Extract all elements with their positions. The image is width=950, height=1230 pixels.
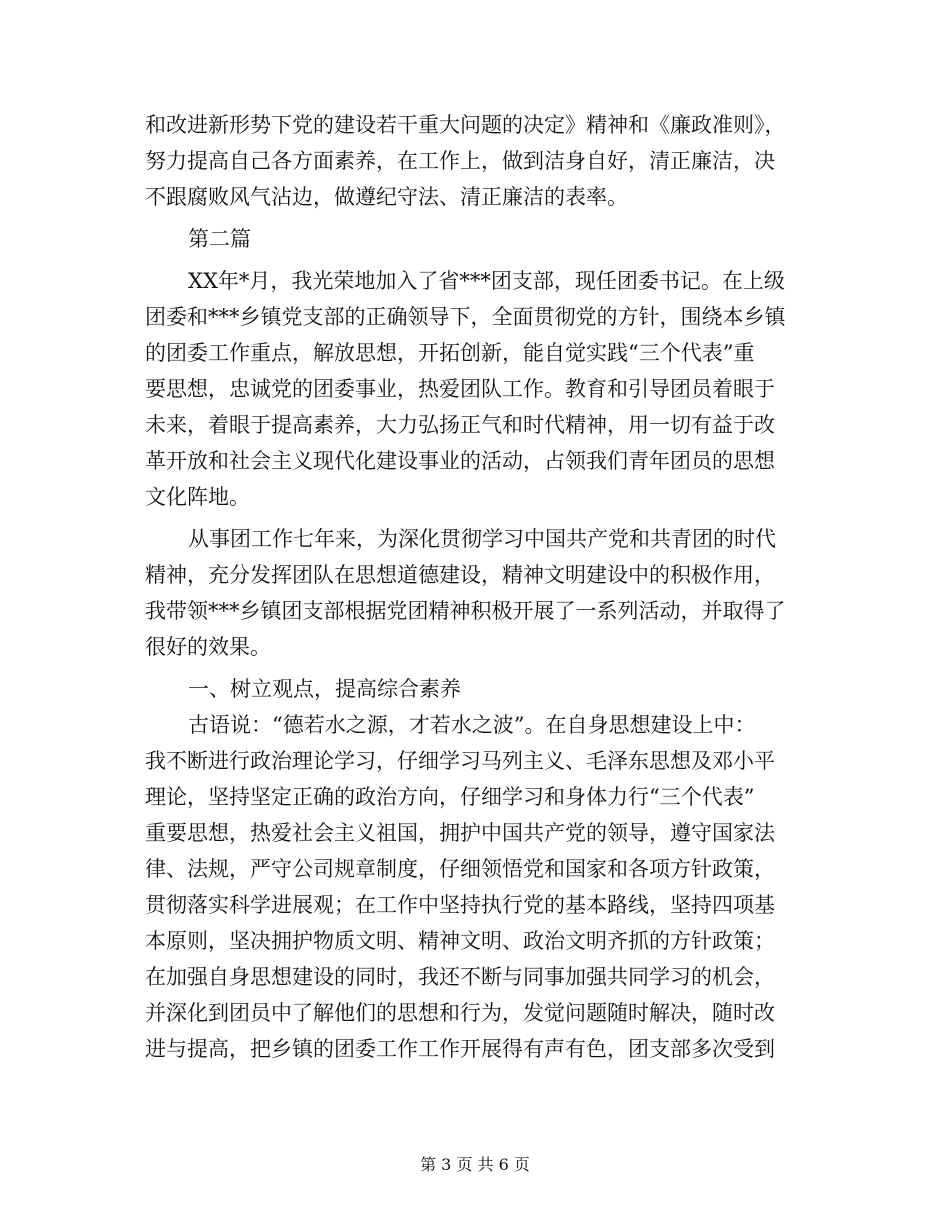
text-line: 进与提高，把乡镇的团委工作工作开展得有声有色，团支部多次受到 [145, 1037, 775, 1061]
text-line: 和改进新形势下党的建设若干重大问题的决定》精神和《廉政准则》， [145, 113, 786, 137]
text-line: XX年*月，我光荣地加入了省***团支部，现任团委书记。在上级 [188, 269, 785, 293]
text-line: 本原则，坚决拥护物质文明、精神文明、政治文明齐抓的方针政策； [145, 929, 775, 953]
text-line: 在加强自身思想建设的同时，我还不断与同事加强共同学习的机会， [145, 965, 775, 989]
text-line: 努力提高自己各方面素养，在工作上，做到洁身自好，清正廉洁，决 [145, 149, 775, 173]
text-line: 很好的效果。 [145, 635, 271, 659]
text-line: 我带领***乡镇团支部根据党团精神积极开展了一系列活动，并取得了 [145, 599, 786, 623]
text-line: 我不断进行政治理论学习，仔细学习马列主义、毛泽东思想及邓小平 [145, 749, 775, 773]
text-line: 革开放和社会主义现代化建设事业的活动，占领我们青年团员的思想 [145, 449, 775, 473]
text-line: 未来，着眼于提高素养，大力弘扬正气和时代精神，用一切有益于改 [145, 413, 775, 437]
text-line: 古语说：“德若水之源，才若水之波”。在自身思想建设上中： [188, 713, 756, 737]
text-line: 并深化到团员中了解他们的思想和行为，发觉问题随时解决，随时改 [145, 1001, 775, 1025]
text-line: 的团委工作重点，解放思想，开拓创新，能自觉实践“三个代表”重 [145, 341, 755, 365]
text-line: 不跟腐败风气沾边，做遵纪守法、清正廉洁的表率。 [145, 185, 628, 209]
text-line: 精神，充分发挥团队在思想道德建设，精神文明建设中的积极作用， [145, 563, 775, 587]
text-line: 要思想，忠诚党的团委事业，热爱团队工作。教育和引导团员着眼于 [145, 377, 775, 401]
text-line: 团委和***乡镇党支部的正确领导下，全面贯彻党的方针，围绕本乡镇 [145, 305, 786, 329]
section-heading: 第二篇 [188, 227, 251, 251]
page-number-footer: 第 3 页 共 6 页 [420, 1155, 530, 1174]
text-line: 理论，坚持坚定正确的政治方向，仔细学习和身体力行“三个代表” [145, 785, 755, 809]
section-heading: 一、树立观点，提高综合素养 [188, 677, 461, 701]
text-line: 贯彻落实科学进展观；在工作中坚持执行党的基本路线，坚持四项基 [145, 893, 775, 917]
text-line: 从事团工作七年来，为深化贯彻学习中国共产党和共青团的时代 [188, 527, 776, 551]
text-line: 重要思想，热爱社会主义祖国，拥护中国共产党的领导，遵守国家法 [145, 821, 775, 845]
text-line: 律、法规，严守公司规章制度，仔细领悟党和国家和各项方针政策， [145, 857, 775, 881]
text-line: 文化阵地。 [145, 485, 250, 509]
